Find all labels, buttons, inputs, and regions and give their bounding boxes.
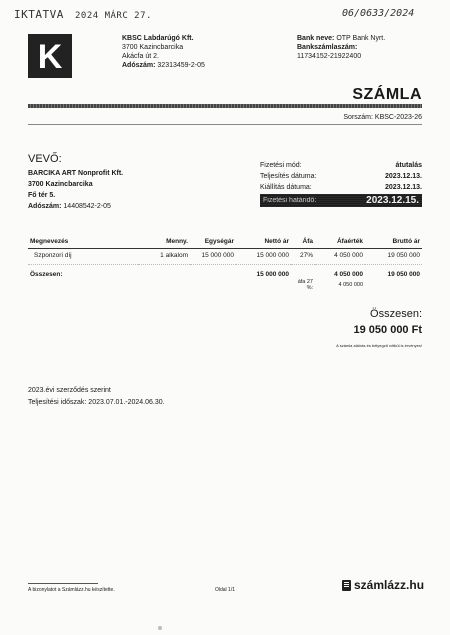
note-line: Teljesítési időszak: 2023.07.01.-2024.06.30. — [28, 399, 165, 406]
buyer-address-line1: 3700 Kazincbarcika — [28, 181, 93, 188]
vat-breakdown-label: áfa 27 %: — [297, 279, 313, 291]
line-items-table — [28, 236, 422, 296]
invoice-title: SZÁMLA — [352, 86, 422, 103]
brand-name: számlázz.hu — [354, 578, 425, 592]
terms-value: 2023.12.15. — [366, 195, 419, 206]
serial-value: KBSC-2023-26 — [374, 114, 422, 121]
cell-vat-amount: 4 050 000 — [315, 249, 365, 265]
bank-name — [297, 34, 385, 43]
vat-breakdown-row — [28, 279, 422, 296]
grand-total-value: 19 050 000 Ft — [353, 324, 422, 336]
table-row — [28, 249, 422, 265]
col-header-gross-price: Bruttó ár — [365, 236, 422, 249]
scan-hole-mark — [158, 626, 162, 630]
grand-total-label: Összesen: — [370, 308, 422, 320]
cell-name: Szponzori díj — [28, 249, 138, 265]
bank-name-label: Bank neve: — [297, 35, 335, 42]
stamp-date: 2024 MÁRC 27. — [74, 11, 152, 21]
payment-terms — [260, 160, 422, 207]
vat-breakdown-value: 4 050 000 — [338, 282, 363, 288]
terms-label: Fizetési mód: — [260, 162, 302, 169]
terms-label: Kiállítás dátuma: — [260, 184, 312, 191]
bank-account-value: 11734152-21922400 — [297, 53, 362, 60]
bank-name-value: OTP Bank Nyrt. — [336, 35, 386, 42]
cell-vat-rate: 27% — [291, 249, 315, 265]
bank-block — [297, 34, 385, 61]
buyer-heading: VEVŐ: — [28, 153, 62, 165]
sum-gross: 19 050 000 — [387, 271, 420, 278]
terms-value: 2023.12.13. — [385, 173, 422, 180]
col-header-name: Megnevezés — [28, 236, 138, 249]
buyer-address-line2: Fő tér 5. — [28, 192, 56, 199]
invoice-icon — [342, 580, 351, 591]
bank-account-label: Bankszámlaszám: — [297, 44, 358, 51]
sum-vat: 4 050 000 — [334, 271, 363, 278]
table-sum-row — [28, 265, 422, 280]
terms-row-issue-date — [260, 182, 422, 193]
seller-name: KBSC Labdarúgó Kft. — [122, 35, 194, 42]
invoice-serial — [343, 114, 422, 121]
table-header-row — [28, 236, 422, 249]
buyer-block — [28, 168, 123, 212]
terms-label: Teljesítés dátuma: — [260, 173, 317, 180]
cell-quantity: 1 alkalom — [138, 249, 190, 265]
cell-net-price: 15 000 000 — [236, 249, 291, 265]
seller-tax-value: 32313459-2-05 — [157, 62, 205, 69]
validity-note: A számla aláírás és bélyegző nélkül is érvényes! — [336, 343, 422, 348]
seller-address-line2: Akácfa út 2. — [122, 53, 159, 60]
buyer-tax-label: Adószám: — [28, 203, 62, 210]
brand-logo — [342, 578, 424, 592]
terms-value: 2023.12.13. — [385, 184, 422, 191]
company-logo: K — [28, 34, 72, 78]
serial-divider — [28, 124, 422, 125]
sum-label: Összesen: — [30, 271, 63, 278]
cell-gross-price: 19 050 000 — [365, 249, 422, 265]
seller-block — [122, 34, 205, 70]
filing-stamp — [14, 8, 152, 21]
buyer-tax-number — [28, 201, 123, 212]
serial-label: Sorszám: — [343, 114, 373, 121]
sum-net: 15 000 000 — [256, 271, 289, 278]
terms-row-fulfilment-date — [260, 171, 422, 182]
terms-value: átutalás — [395, 162, 422, 169]
col-header-unit-price: Egységár — [190, 236, 236, 249]
col-header-vat-amount: Áfaérték — [315, 236, 365, 249]
registration-number: 06/0633/2024 — [342, 8, 415, 19]
col-header-quantity: Menny. — [138, 236, 190, 249]
cell-unit-price: 15 000 000 — [190, 249, 236, 265]
terms-row-due-date — [260, 194, 422, 207]
seller-tax-label: Adószám: — [122, 62, 156, 69]
header-divider — [28, 104, 422, 108]
seller-address-line1: 3700 Kazincbarcika — [122, 44, 184, 51]
terms-label: Fizetési határidő: — [263, 197, 317, 204]
footer-divider — [28, 583, 98, 584]
invoice-notes — [28, 385, 165, 409]
buyer-tax-value: 14408542-2-05 — [63, 203, 111, 210]
buyer-name: BARCIKA ART Nonprofit Kft. — [28, 170, 124, 177]
col-header-vat-rate: Áfa — [291, 236, 315, 249]
footer-generated-by: A bizonylatot a Számlázz.hu készítette. — [28, 587, 115, 593]
note-line: 2023.évi szerződés szerint — [28, 387, 111, 394]
terms-row-payment-method — [260, 160, 422, 171]
footer-page-number: Oldal 1/1 — [215, 587, 236, 593]
stamp-label: IKTATVA — [14, 8, 64, 21]
col-header-net-price: Nettó ár — [236, 236, 291, 249]
seller-tax-number — [122, 61, 205, 70]
